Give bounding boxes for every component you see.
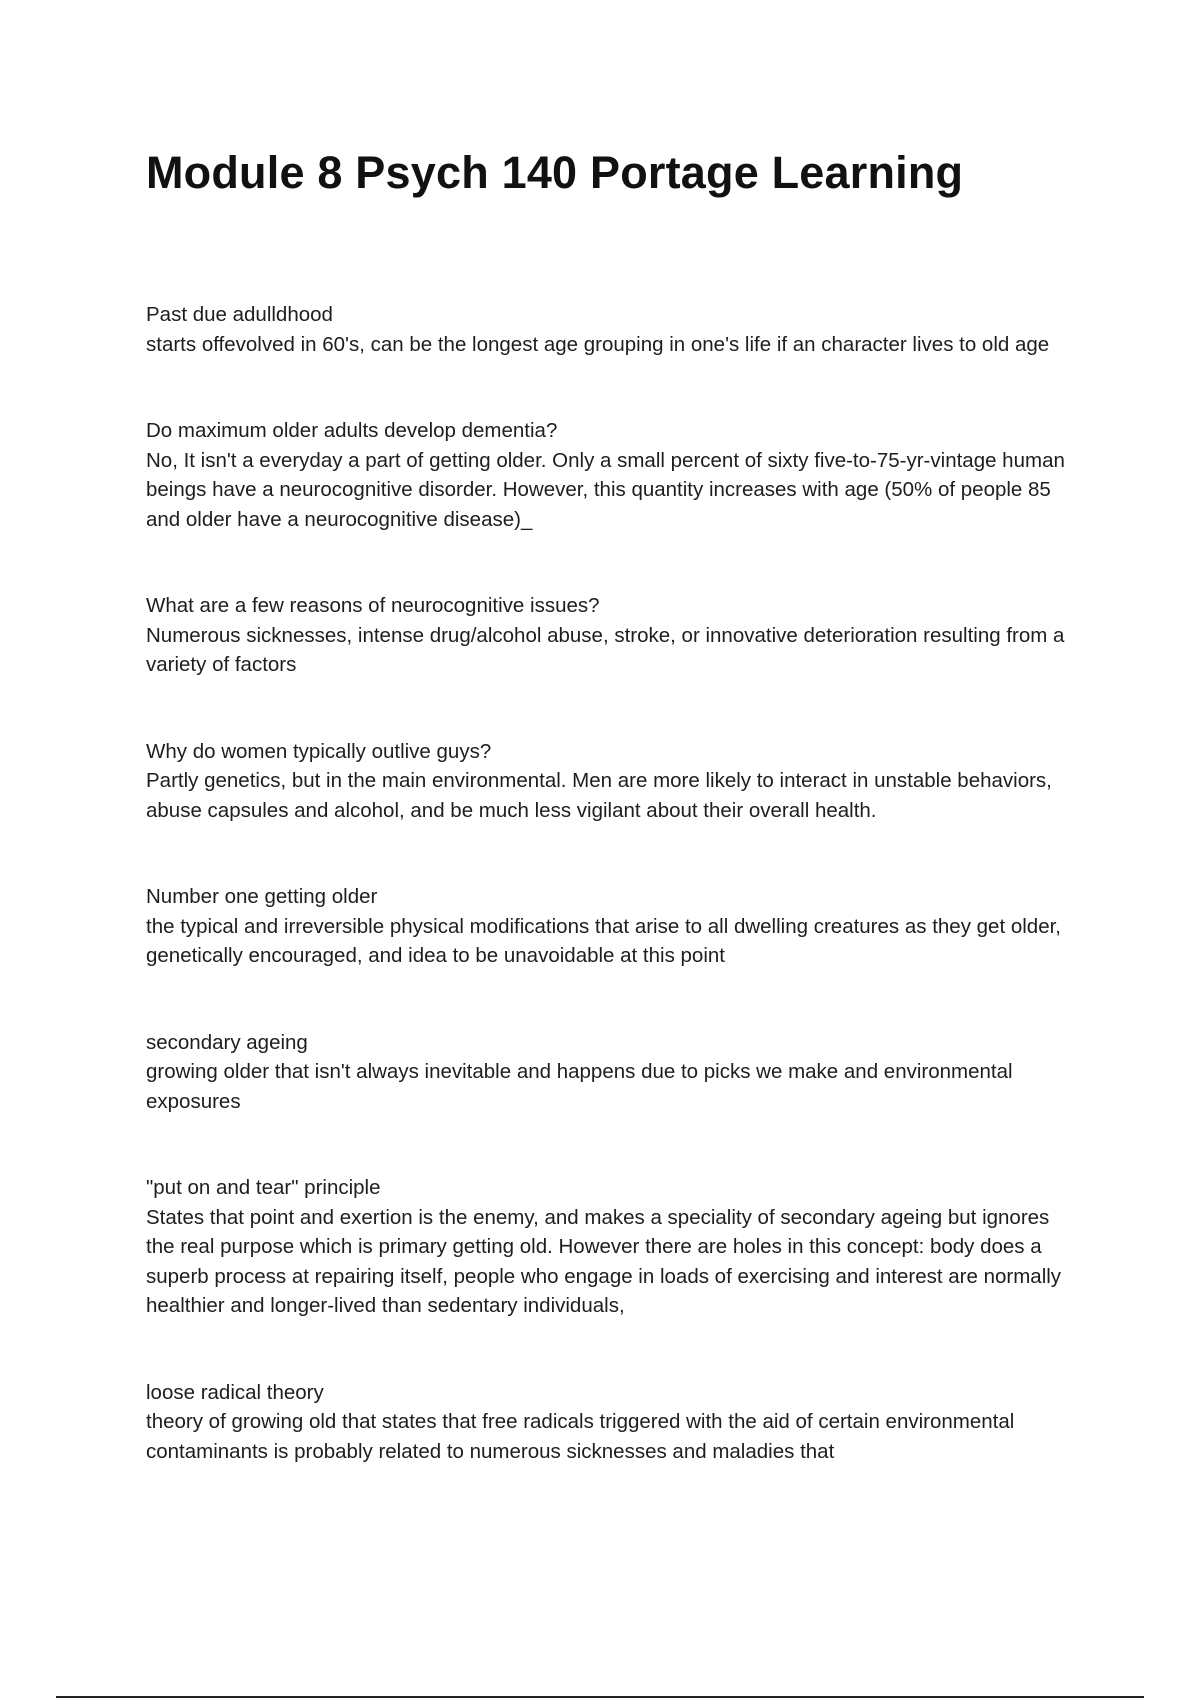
flashcard-entry xyxy=(146,1173,1066,1321)
entry-definition: theory of growing old that states that free radicals triggered with the aid of certain environmental contaminants is probably related to numerous sicknesses and maladies that xyxy=(146,1410,1015,1463)
entry-term: Why do women typically outlive guys? xyxy=(146,739,492,763)
entry-definition: starts offevolved in 60's, can be the longest age grouping in one's life if an character lives to old age xyxy=(146,332,1050,356)
entry-definition: States that point and exertion is the enemy, and makes a speciality of secondary ageing but ignores the real purpose which is primary getting old. However there are holes in this concept: body does a superb process at repairing itself, people who engage in loads of exercising and interest are normally healthier and longer-lived than sedentary individuals, xyxy=(146,1205,1062,1317)
entry-definition: the typical and irreversible physical modifications that arise to all dwelling creatures as they get older, genetically encouraged, and idea to be unavoidable at this point xyxy=(146,914,1061,967)
entry-term: secondary ageing xyxy=(146,1030,308,1054)
flashcard-list xyxy=(146,300,1066,1466)
flashcard-entry xyxy=(146,416,1066,534)
flashcard-entry xyxy=(146,882,1066,971)
entry-definition: Numerous sicknesses, intense drug/alcohol abuse, stroke, or innovative deterioration resulting from a variety of factors xyxy=(146,623,1065,676)
entry-term: Do maximum older adults develop dementia? xyxy=(146,419,558,442)
flashcard-entry xyxy=(146,300,1066,359)
flashcard-entry xyxy=(146,1378,1066,1467)
entry-term: What are a few reasons of neurocognitive issues? xyxy=(146,594,600,617)
entry-term: Number one getting older xyxy=(146,885,378,908)
page-title: Module 8 Psych 140 Portage Learning xyxy=(146,147,964,198)
flashcard-entry xyxy=(146,591,1066,680)
entry-term: "put on and tear" principle xyxy=(146,1176,381,1199)
flashcard-entry xyxy=(146,737,1066,826)
page-bottom-divider xyxy=(56,1696,1144,1698)
entry-definition: growing older that isn't always inevitable and happens due to picks we make and environmental exposures xyxy=(146,1060,1013,1113)
flashcard-entry xyxy=(146,1028,1066,1117)
entry-term: loose radical theory xyxy=(146,1380,324,1404)
entry-term: Past due adulldhood xyxy=(146,303,333,326)
entry-definition: Partly genetics, but in the main environmental. Men are more likely to interact in unstable behaviors, abuse capsules and alcohol, and be much less vigilant about their overall health. xyxy=(146,769,1052,822)
entry-definition: No, It isn't a everyday a part of getting older. Only a small percent of sixty five-to-75-yr-vintage human beings have a neurocognitive disorder. However, this quantity increases with age (50% of people 85 and older have a neurocognitive disease)_ xyxy=(146,448,1065,531)
